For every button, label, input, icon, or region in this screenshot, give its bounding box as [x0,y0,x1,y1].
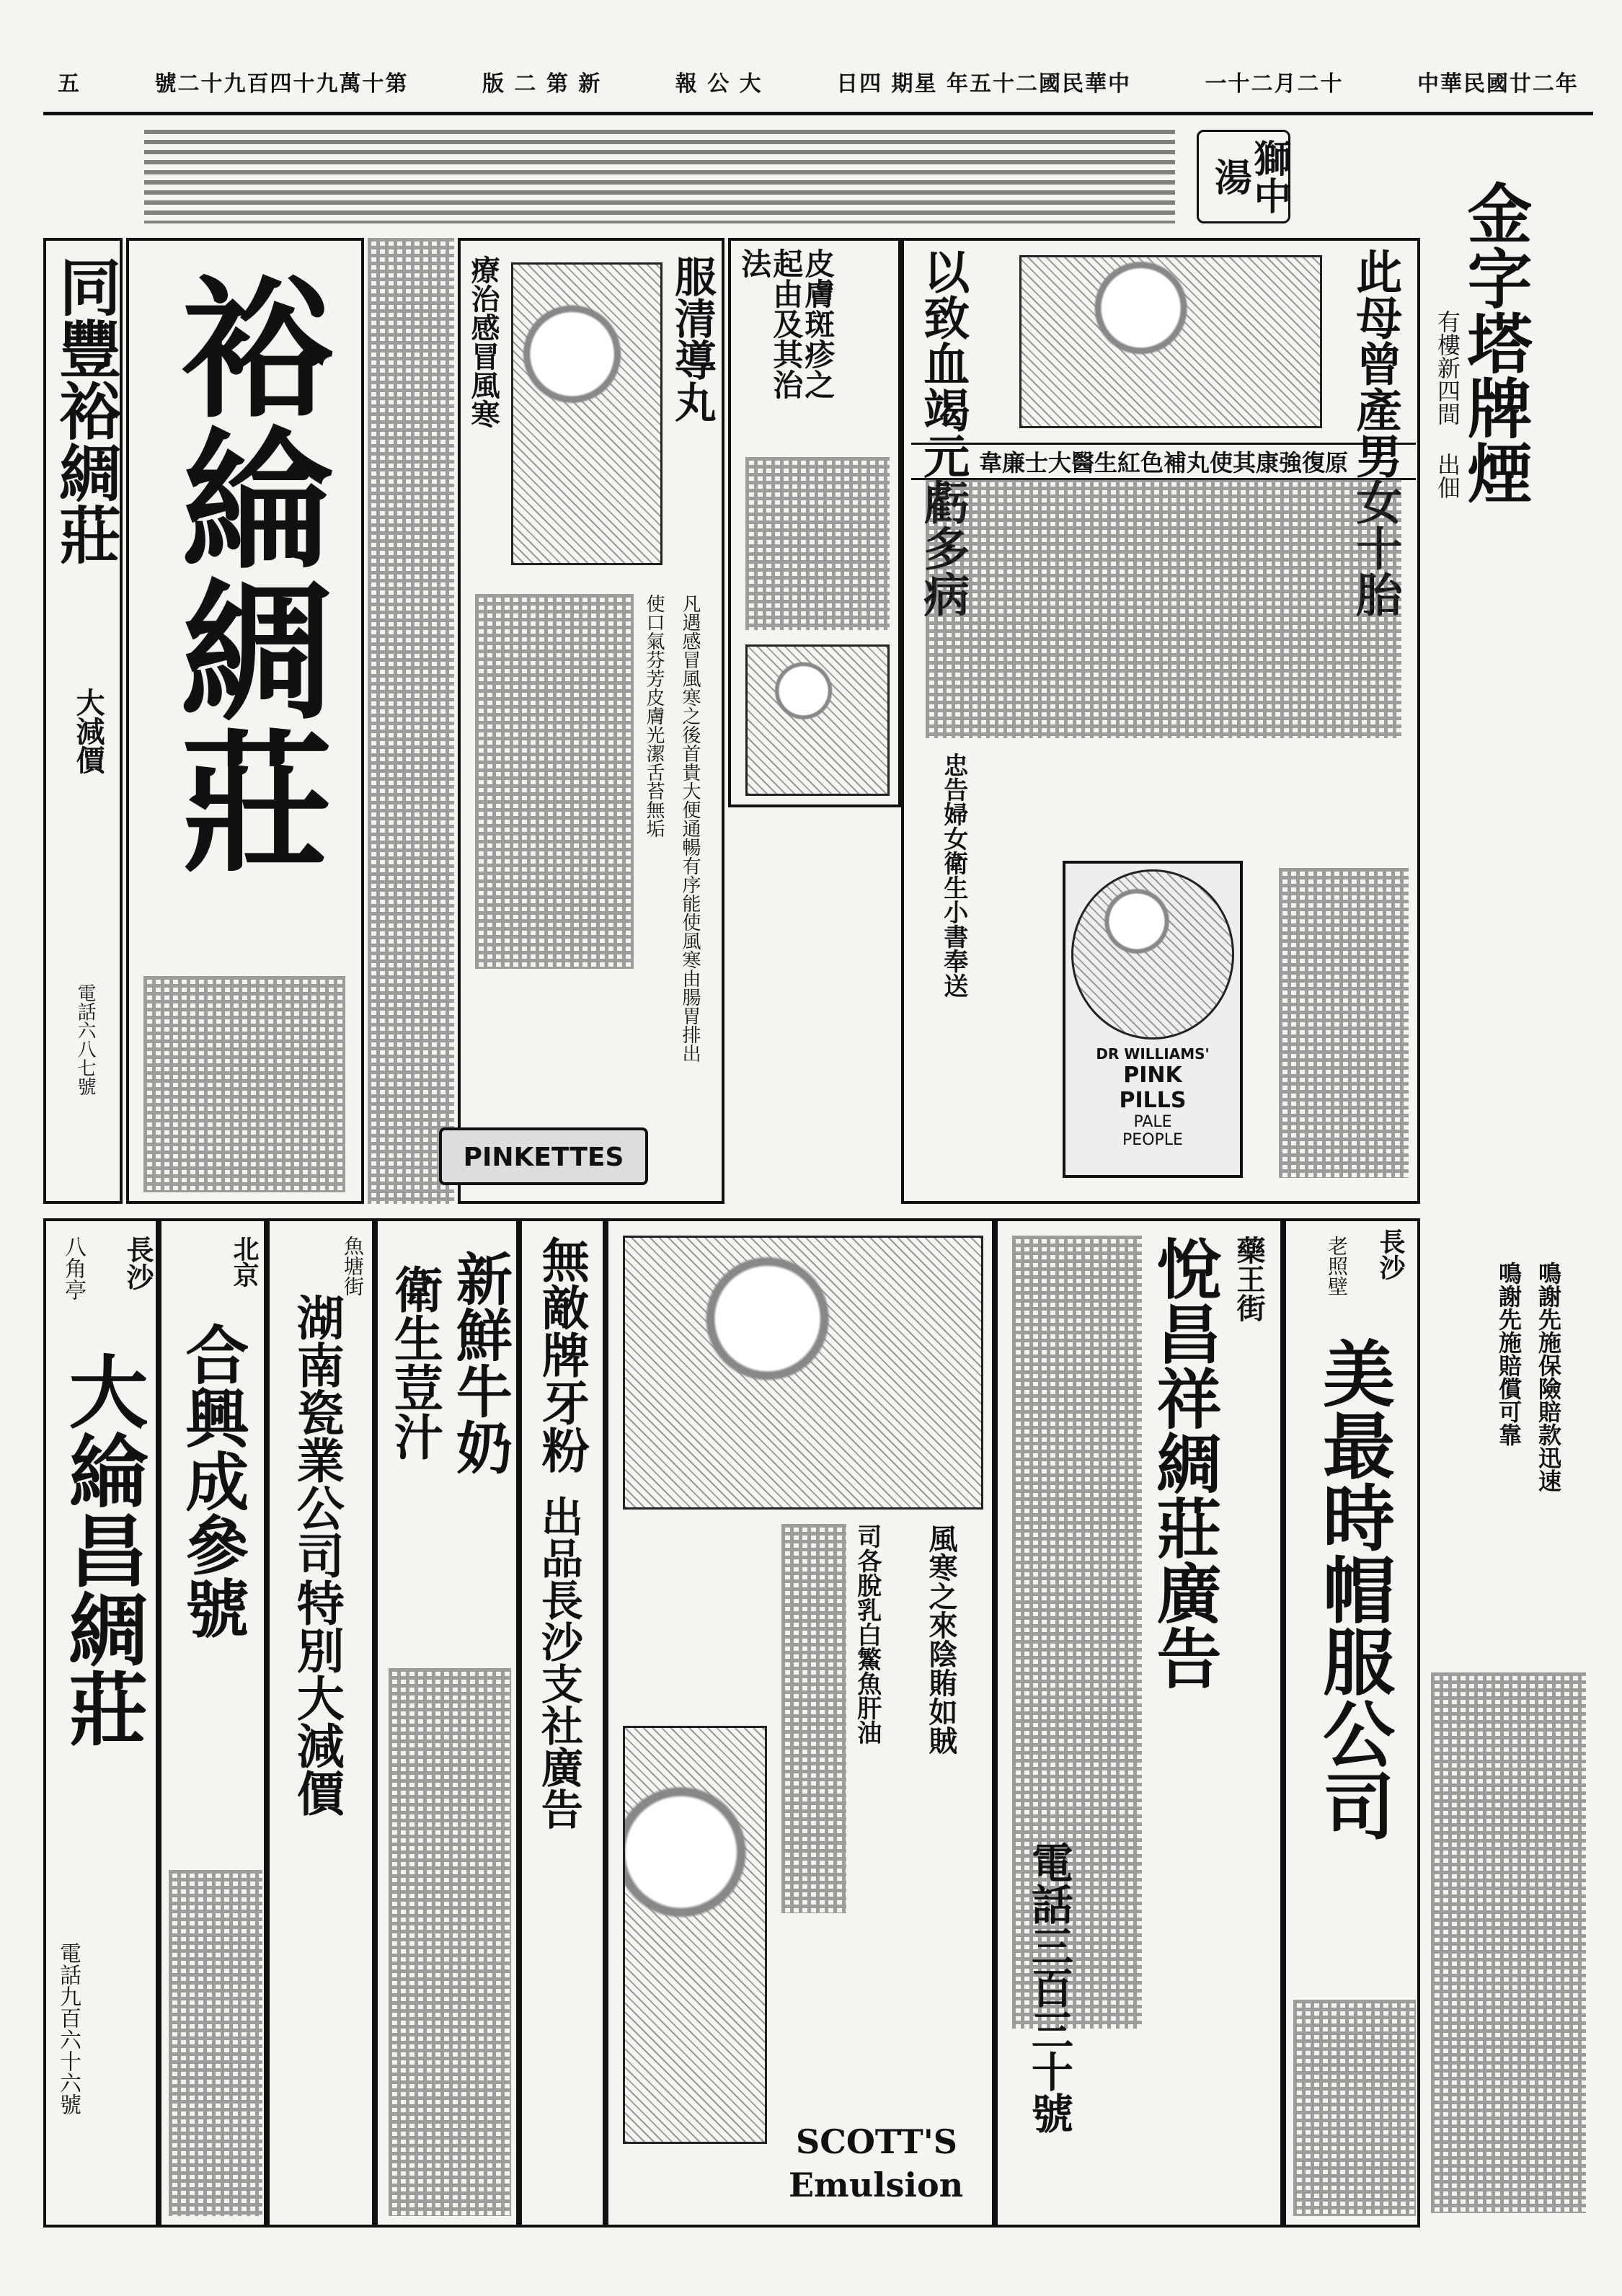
yuechang-phone: 電話三百三十號 [1024,1841,1073,2134]
pills-booklet: 忠告婦女衛生小書奉送 [939,753,968,998]
right-column [1424,123,1593,2213]
yuechang-ad [995,1218,1283,2228]
weekday-label: 日四 期星 年五十二國民華中 [836,71,1131,97]
dalun-tag: 八角亭 [61,1236,86,1300]
tongfeng-slogan: 大減價 [71,688,105,774]
issue-number: 號二十九百四十九萬十第 [154,71,409,97]
bottle-line-2: PINK [1123,1063,1182,1088]
pills-bottle [1063,861,1243,1178]
qingdao-body-1: 凡遇感冒風寒之後首貴大便通暢有序能使風寒由腸胃排出 [679,594,701,1063]
right-fine-text [1431,1672,1586,2213]
insurance-notice-2: 鳴謝先施賠償可靠 [1495,1262,1523,1446]
qingdao-subtitle: 療治感冒風寒 [466,255,500,428]
skin-fine-text [745,457,890,630]
tongfeng-ad [43,238,123,1204]
children-sketch [745,644,890,796]
skin-ad [728,238,901,807]
insurance-notice-1: 鳴謝先施保險賠款迅速 [1535,1262,1562,1492]
hunan-title: 湖南瓷業公司特別大減價 [288,1293,345,1817]
bottle-line-1: DR WILLIAMS' [1096,1045,1210,1063]
hunan-ad [267,1218,375,2228]
yulun-fine-text [143,976,345,1192]
cigar-ad: 金字塔牌煙 [1455,180,1533,505]
rental-notice: 有樓新四間 出佃 [1434,310,1461,499]
qingdao-title: 服清導丸 [667,255,717,422]
year-corner: 中華民國廿二年 [1417,71,1579,97]
scott-fine-text [781,1524,846,1913]
pills-headline-1: 此母曾產男女十胎 [1348,248,1403,617]
fisherman-sketch [623,1726,767,2144]
yuechang-title: 悅昌祥綢莊廣告 [1145,1236,1222,1690]
hat-ad [1283,1218,1420,2228]
tongfeng-title: 同豐裕綢莊 [48,255,122,565]
hat-title: 美最時帽服公司 [1311,1337,1396,1841]
date-label: 一十二月二十 [1205,71,1344,97]
milk-ad [375,1218,519,2228]
sick-person-sketch [623,1236,983,1510]
tongfeng-phone: 電話六八七號 [74,983,96,1096]
milk-title: 新鮮牛奶 [446,1250,513,1475]
beijing-title: 合興成參號 [175,1322,251,1639]
toothpowder-title: 無敵牌牙粉 [533,1236,590,1473]
top-banner [43,123,1413,231]
pills-banner: 韋廉士大醫生紅色補丸使其康強復原 [911,443,1416,480]
hat-tag: 老照壁 [1325,1236,1349,1296]
milk-fine-text [389,1668,511,2216]
pills-headline-2: 以致血竭元虧多病 [916,248,970,617]
beijing-ad [159,1218,267,2228]
yulun-ad [126,238,364,1204]
product-box [439,1127,648,1185]
lady-portrait [1071,869,1234,1040]
masthead-row [43,50,1593,115]
scott-product: 司各脫乳白鰵魚肝油 [852,1524,882,1745]
pills-fine-text [926,479,1401,738]
scott-en-1: SCOTT'S [796,2122,958,2161]
pills-side-text [1279,868,1409,1178]
skin-title: 皮膚斑疹之起由及其治法 [737,248,836,399]
dalun-phone: 電話九百六十六號 [56,1942,81,2115]
edition-label: 版 二 第 新 [482,71,602,97]
banner-brand: 獅中湯 [1197,130,1290,223]
scott-headline: 風寒之來陰賄如賊 [924,1524,958,1755]
qingdao-body-2: 使口氣芬芳皮膚光潔舌苔無垢 [643,594,665,838]
hunan-tag: 魚塘街 [341,1236,365,1296]
family-sketch [1019,255,1322,428]
yuechang-location: 藥王街 [1232,1236,1266,1322]
news-column [368,238,454,1204]
man-sketch [511,262,662,565]
beijing-location: 北京 [229,1236,260,1287]
toothpowder-subtitle: 出品長沙支社廣告 [533,1495,583,1830]
bottle-line-3: PILLS [1119,1088,1187,1113]
yulun-title: 裕綸綢莊 [156,270,334,875]
qingdao-fine-text [475,594,634,969]
newspaper-name: 報 公 大 [675,71,763,97]
bottle-line-4: PALE [1133,1113,1172,1131]
beijing-fine-text [169,1870,262,2216]
bottle-line-5: PEOPLE [1122,1131,1183,1149]
milk-subtitle: 衛生荳汁 [386,1264,444,1461]
page-number: 五 [58,71,81,97]
product-label: PINKETTES [463,1143,624,1172]
hat-location: 長沙 [1375,1228,1406,1280]
banner-text-block [144,130,1175,223]
hat-fine-text [1293,2000,1416,2216]
dalun-title: 大綸昌綢莊 [56,1351,149,1747]
scott-en-2: Emulsion [789,2166,964,2204]
dalun-location: 長沙 [122,1236,154,1290]
scott-ad [606,1218,995,2228]
qingdao-pill-ad [458,238,724,1204]
dalun-ad [43,1218,159,2228]
pink-pills-ad [901,238,1420,1204]
toothpowder-ad [519,1218,606,2228]
